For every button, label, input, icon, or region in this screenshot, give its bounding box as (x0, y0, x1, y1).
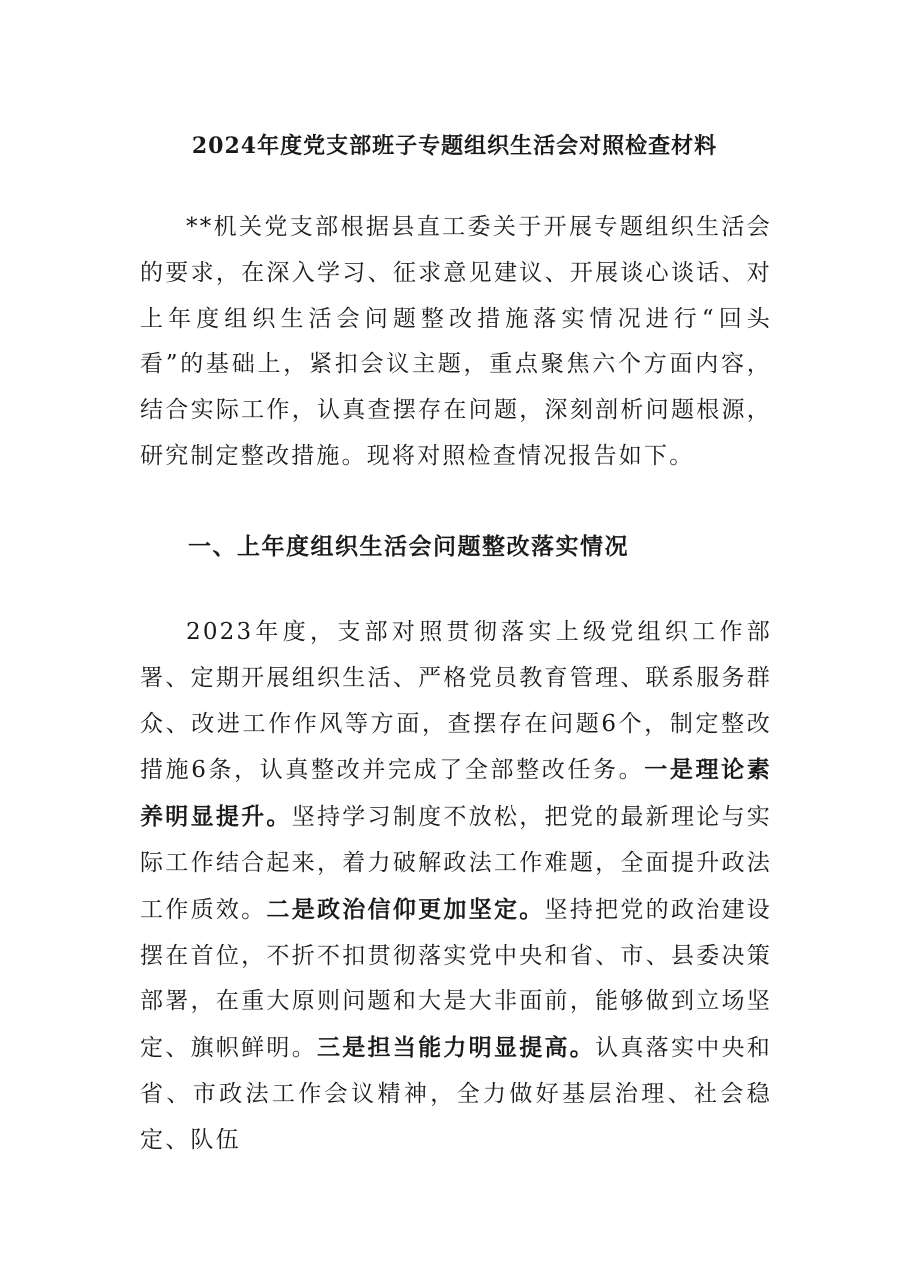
point-1-heading: 一是理论素养明显提升。 (140, 756, 773, 831)
point-3-heading: 三是担当能力明显提高。 (316, 1034, 596, 1062)
section-1-heading: 一、上年度组织生活会问题整改落实情况 (188, 533, 629, 560)
point-2-text: 坚持把党的政治建设摆在首位，不折不扣贯彻落实党中央和省、市、县委决策部署，在重大原则问题和大是大非面前，能够做到立场坚定、旗帜鲜明。 (140, 896, 772, 1062)
document-title: 2024年度党支部班子专题组织生活会对照检查材料 (191, 133, 718, 159)
point-2-heading: 二是政治信仰更加坚定。 (266, 895, 545, 923)
intro-paragraph: **机关党支部根据县直工委关于开展专题组织生活会的要求，在深入学习、征求意见建议、开展谈心谈话、对上年度组织生活会问题整改措施落实情况进行“回头看”的基础上，紧扣会议主题，重点聚焦六个方面内容，结合实际工作，认真查摆存在问题，深刻剖析问题根源，研究制定整改措施。现将对照检查情况报告如下。 (140, 214, 772, 469)
section-1-body (140, 610, 772, 1164)
point-3-text: 认真落实中央和省、市政法工作会议精神，全力做好基层治理、社会稳定、队伍 (140, 1035, 772, 1153)
point-1-text: 坚持学习制度不放松，把党的最新理论与实际工作结合起来，着力破解政法工作难题，全面提升政法工作质效。 (140, 804, 772, 923)
section-1-lead: 2023年度，支部对照贯彻落实上级党组织工作部署、定期开展组织生活、严格党员教育管理、联系服务群众、改进工作作风等方面，查摆存在问题6个，制定整改措施6条，认真整改并完成了全部整改任务。 (140, 619, 772, 784)
